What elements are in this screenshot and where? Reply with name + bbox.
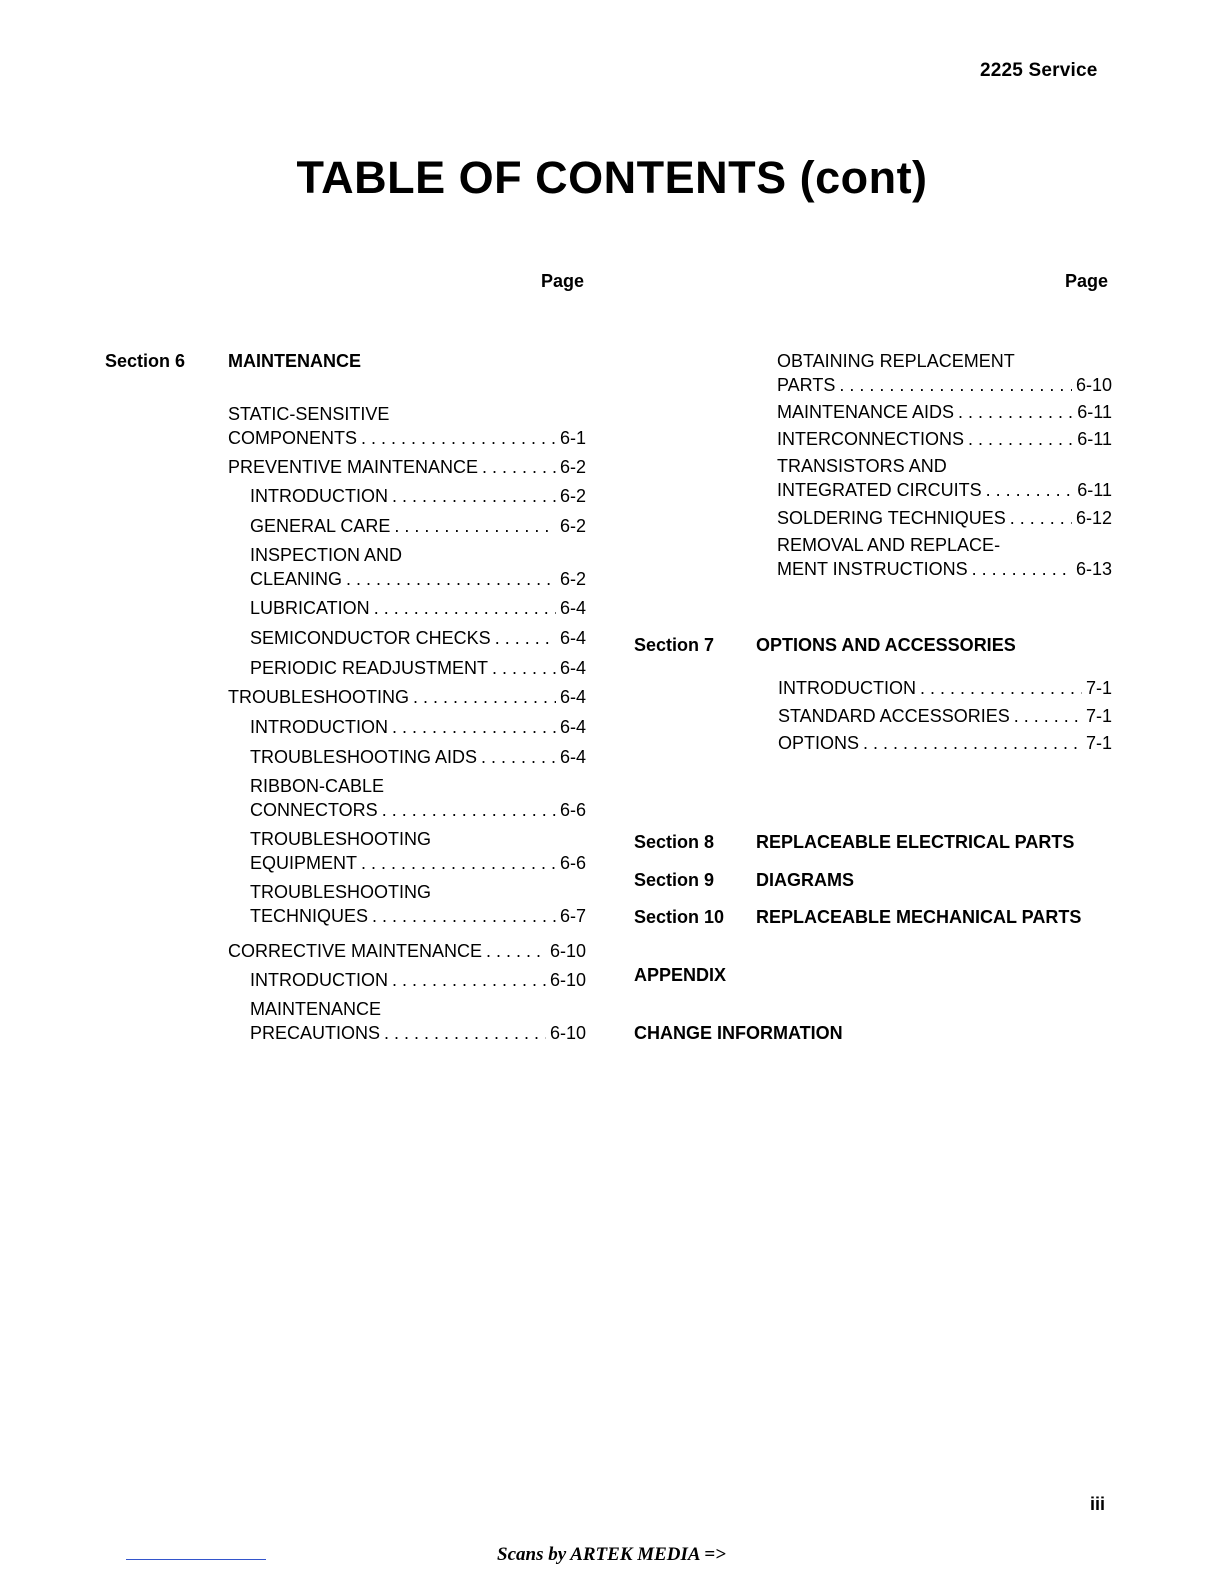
toc-entry xyxy=(777,506,1112,530)
page-number: iii xyxy=(1090,1494,1106,1514)
dot-leader xyxy=(394,514,556,538)
toc-entry-page: 6-2 xyxy=(559,569,586,589)
toc-entry xyxy=(250,514,586,538)
toc-entry-text: GENERAL CARE xyxy=(250,516,391,536)
dot-leader xyxy=(392,715,556,739)
dot-leader xyxy=(495,626,556,650)
toc-entry-text: STATIC-SENSITIVE xyxy=(228,404,390,424)
dot-leader xyxy=(384,1021,546,1045)
toc-entry-text: COMPONENTS xyxy=(228,428,358,448)
toc-entry xyxy=(250,745,586,769)
toc-entry-text: INSPECTION AND xyxy=(250,545,403,565)
toc-entry xyxy=(778,676,1112,700)
toc-entry-text: INTERCONNECTIONS xyxy=(777,429,965,449)
toc-entry-page: 6-13 xyxy=(1075,559,1112,579)
toc-entry-page: 6-2 xyxy=(559,516,586,536)
dot-leader xyxy=(1010,506,1072,530)
dot-leader xyxy=(482,455,556,479)
toc-entry-page: 6-11 xyxy=(1077,429,1112,449)
toc-entry xyxy=(250,715,586,739)
toc-entry-page: 6-7 xyxy=(559,906,586,926)
toc-entry-text: TROUBLESHOOTING xyxy=(250,882,432,902)
section-9-label: Section 9 xyxy=(634,870,715,890)
toc-entry-text: TROUBLESHOOTING xyxy=(228,687,410,707)
section-6-label: Section 6 xyxy=(105,351,186,371)
toc-entry-text: LUBRICATION xyxy=(250,598,370,618)
toc-entry-text: CORRECTIVE MAINTENANCE xyxy=(228,941,483,961)
section-7-label: Section 7 xyxy=(634,635,715,655)
toc-entry xyxy=(777,400,1112,424)
toc-entry xyxy=(250,596,586,620)
dot-leader xyxy=(1014,704,1082,728)
page-column-label-right: Page xyxy=(1065,271,1109,291)
toc-entry-text: PARTS xyxy=(777,375,836,395)
toc-entry-page: 6-11 xyxy=(1077,480,1112,500)
toc-entry-text: REMOVAL AND REPLACE- xyxy=(777,535,1001,555)
toc-entry-page: 7-1 xyxy=(1085,706,1112,726)
dot-leader xyxy=(492,656,556,680)
toc-entry-text: INTRODUCTION xyxy=(250,486,388,506)
page-column-label-left: Page xyxy=(541,271,585,291)
toc-entry-text: OBTAINING REPLACEMENT xyxy=(777,351,1015,371)
toc-entry xyxy=(250,880,586,928)
dot-leader xyxy=(481,745,556,769)
toc-entry xyxy=(250,656,586,680)
dot-leader xyxy=(392,968,546,992)
toc-entry-page: 7-1 xyxy=(1085,678,1112,698)
toc-entry xyxy=(228,685,586,709)
toc-entry xyxy=(250,543,586,591)
toc-entry xyxy=(777,349,1112,397)
dot-leader xyxy=(392,484,556,508)
toc-entry xyxy=(778,731,1112,755)
toc-entry-page: 6-4 xyxy=(559,747,586,767)
toc-entry-page: 6-4 xyxy=(559,717,586,737)
dot-leader xyxy=(972,557,1072,581)
toc-entry xyxy=(250,774,586,822)
toc-entry-text: PRECAUTIONS xyxy=(250,1023,381,1043)
toc-entry-page: 6-2 xyxy=(559,457,586,477)
section-10-label: Section 10 xyxy=(634,907,725,927)
toc-entry xyxy=(777,454,1112,502)
toc-entry xyxy=(777,533,1112,581)
link-underline[interactable] xyxy=(126,1559,266,1560)
dot-leader xyxy=(486,939,546,963)
toc-entry-text: TROUBLESHOOTING AIDS xyxy=(250,747,478,767)
dot-leader xyxy=(958,400,1073,424)
toc-entry-page: 6-4 xyxy=(559,598,586,618)
document-id: 2225 Service xyxy=(980,60,1098,81)
appendix-heading: APPENDIX xyxy=(634,965,727,985)
dot-leader xyxy=(374,596,556,620)
toc-entry-text: SEMICONDUCTOR CHECKS xyxy=(250,628,491,648)
toc-entry-text: STANDARD ACCESSORIES xyxy=(778,706,1010,726)
toc-entry-page: 6-10 xyxy=(1075,375,1112,395)
section-6-title: MAINTENANCE xyxy=(228,351,361,371)
toc-entry-page: 6-1 xyxy=(559,428,586,448)
dot-leader xyxy=(968,427,1073,451)
toc-entry-page: 6-4 xyxy=(559,658,586,678)
scans-credit: Scans by ARTEK MEDIA => xyxy=(497,1544,726,1565)
dot-leader xyxy=(372,904,556,928)
toc-entry-text: MENT INSTRUCTIONS xyxy=(777,559,968,579)
toc-entry-text: PERIODIC READJUSTMENT xyxy=(250,658,489,678)
dot-leader xyxy=(361,426,556,450)
toc-entry-text: INTRODUCTION xyxy=(250,970,388,990)
toc-entry-text: TROUBLESHOOTING xyxy=(250,829,432,849)
toc-entry xyxy=(250,484,586,508)
toc-entry-page: 6-6 xyxy=(559,853,586,873)
toc-entry xyxy=(228,455,586,479)
toc-entry-text: TRANSISTORS AND xyxy=(777,456,947,476)
section-10-title: REPLACEABLE MECHANICAL PARTS xyxy=(756,907,1082,927)
dot-leader xyxy=(361,851,556,875)
section-9-title: DIAGRAMS xyxy=(756,870,854,890)
toc-entry-text: RIBBON-CABLE xyxy=(250,776,385,796)
toc-entry-text: OPTIONS xyxy=(778,733,860,753)
page-title: TABLE OF CONTENTS (cont) xyxy=(296,152,928,203)
toc-entry-text: MAINTENANCE xyxy=(250,999,382,1019)
dot-leader xyxy=(413,685,556,709)
toc-entry-text: TECHNIQUES xyxy=(250,906,369,926)
toc-entry xyxy=(228,402,586,450)
toc-entry-page: 6-10 xyxy=(549,970,586,990)
toc-entry-page: 6-11 xyxy=(1077,402,1112,422)
toc-entry-page: 6-10 xyxy=(549,1023,586,1043)
toc-entry-page: 6-10 xyxy=(549,941,586,961)
toc-entry-text: SOLDERING TECHNIQUES xyxy=(777,508,1006,528)
toc-entry-text: EQUIPMENT xyxy=(250,853,358,873)
section-7-title: OPTIONS AND ACCESSORIES xyxy=(756,635,1016,655)
toc-entry-text: INTRODUCTION xyxy=(778,678,916,698)
toc-entry-page: 6-4 xyxy=(559,628,586,648)
toc-entry-page: 6-6 xyxy=(559,800,586,820)
toc-entry xyxy=(777,427,1112,451)
toc-entry-text: MAINTENANCE AIDS xyxy=(777,402,955,422)
toc-entry-page: 6-2 xyxy=(559,486,586,506)
dot-leader xyxy=(839,373,1072,397)
toc-entry xyxy=(250,968,586,992)
toc-entry-text: CLEANING xyxy=(250,569,343,589)
toc-entry-page: 6-4 xyxy=(559,687,586,707)
section-8-label: Section 8 xyxy=(634,832,715,852)
toc-entry-text: PREVENTIVE MAINTENANCE xyxy=(228,457,479,477)
toc-entry-text: CONNECTORS xyxy=(250,800,378,820)
change-information-heading: CHANGE INFORMATION xyxy=(634,1023,843,1043)
dot-leader xyxy=(382,798,556,822)
dot-leader xyxy=(986,478,1074,502)
toc-entry xyxy=(250,626,586,650)
dot-leader xyxy=(920,676,1082,700)
toc-entry xyxy=(778,704,1112,728)
toc-entry-page: 7-1 xyxy=(1085,733,1112,753)
dot-leader xyxy=(346,567,556,591)
toc-entry xyxy=(228,939,586,963)
toc-entry-text: INTEGRATED CIRCUITS xyxy=(777,480,982,500)
toc-entry xyxy=(250,827,586,875)
toc-entry-page: 6-12 xyxy=(1075,508,1112,528)
dot-leader xyxy=(863,731,1082,755)
section-8-title: REPLACEABLE ELECTRICAL PARTS xyxy=(756,832,1075,852)
toc-entry-text: INTRODUCTION xyxy=(250,717,388,737)
toc-entry xyxy=(250,997,586,1045)
